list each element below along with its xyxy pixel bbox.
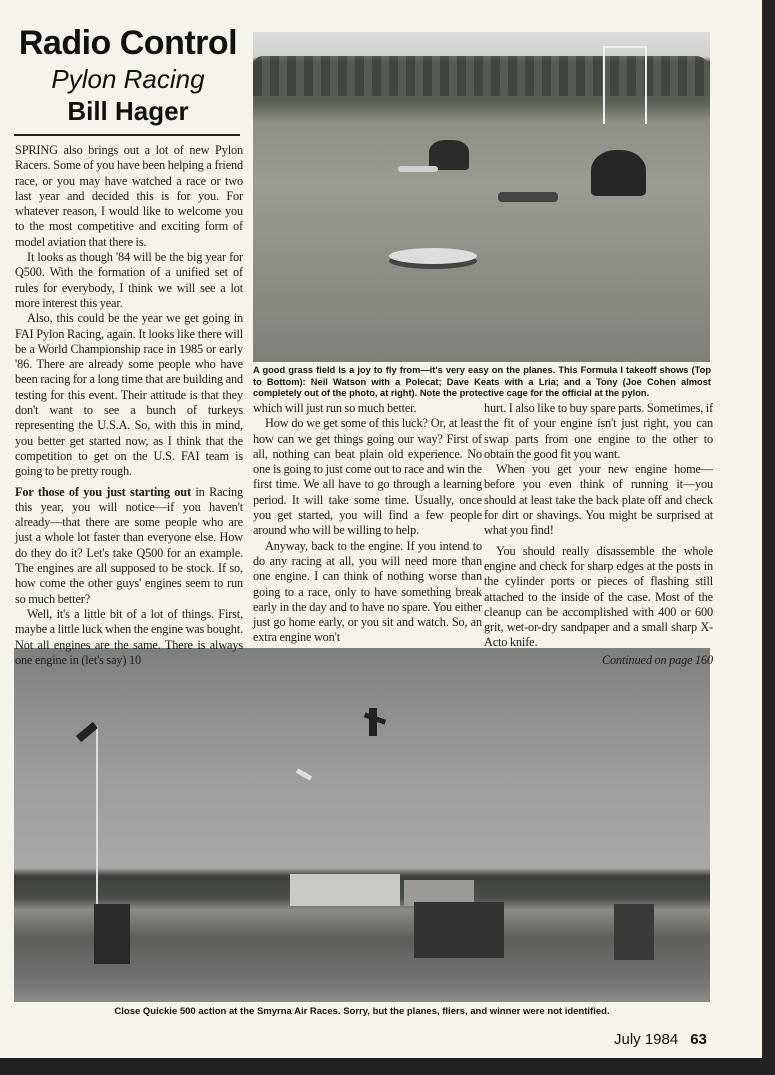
page-footer [614,1030,707,1050]
issue-date: July 1984 [614,1031,679,1048]
author-byline: Bill Hager [67,96,189,126]
section-lead-bold: For those of you just starting out [15,484,191,499]
paragraph: It looks as though '84 will be the big year for Q500. With the formation of a unified set of rules for everybody, I think we will see a lot more interest this year. [15,250,243,310]
section-lead-paragraph [15,485,243,607]
article-column-2 [253,401,482,646]
paragraph: Anyway, back to the engine. If you intend to do any racing at all, you will need more than one engine. I can think of nothing worse than going to a race, only to have something break early in the day and to have no spare. You either just go home early, or you sit and watch. So, an extra engine won't [253,538,482,645]
paragraph: Also, this could be the year we get going in FAI Pylon Racing, again. It looks like there will be a World Championship race in 1985 or early '86. There are already some people who have been racing for a long time that are building and testing for this event. Their attitude is that they don't want to see a bunch of turkeys representing the U.S.A. So, with this in mind, you better get started now, as I think that the competition to get on the U.S. FAI team is going to be pretty rough. [15,311,243,479]
article-column-3 [484,401,713,668]
article-column-1 [15,143,243,668]
paragraph: SPRING also brings out a lot of new Pylon Racers. Some of you have been helping a friend race, or you may have watched a race or two last year and decided this is for you. For whatever reason, I would like to welcome you to the most competitive and exciting form of model aviation that there is. [15,143,243,249]
section-lead-text: in Racing this year, you will notice—if you haven't already—that there are some people who are just a whole lot faster than everyone else. How do they do it? Let's take Q500 for an example. The engines are all supposed to be stock. If so, how come the other guys' engines seem to run so much better? [15,484,243,606]
photo-caption: Close Quickie 500 action at the Smyrna Air Races. Sorry, but the planes, fliers, and winner were not identified. [114,1006,610,1017]
photo-caption: A good grass field is a joy to fly from—it's very easy on the planes. This Formula I takeoff shows (Top to Bottom): Neil Watson with a Polecat; Dave Keats with a Lria; and a Tony (Joe Cohen almost completely out of the photo, at right). Note the protective cage for the official at the pylon. [253,365,711,398]
continued-note: Continued on page 160 [601,652,713,667]
photo-grass-field-takeoff [253,32,710,362]
column-subtitle: Pylon Racing [51,64,205,94]
paragraph: How do we get some of this luck? Or, at least how can we get things going our way? First of all, nothing can beat plain old experience. No one is going to just come out to race and win the first time. We all have to go through a learning period. It will take some time. Usually, once you get started, you will find a few people around who will be willing to help. [253,416,482,538]
column-title: Radio Control [18,24,238,62]
paragraph: You should really disassemble the whole engine and check for sharp edges at the posts in the cylinder ports or pieces of flashing still attached to the inside of the case. Most of the cleanup can be accomplished with 400 or 600 grit, wet-or-dry sandpaper and a small sharp X-Acto knife. [484,543,713,650]
header-rule [14,134,240,136]
paragraph: Well, it's a little bit of a lot of things. First, maybe a little luck when the engine was bought. Not all engines are the same. There is always one engine in (let's say) 10 [15,606,243,667]
page-number: 63 [690,1031,707,1048]
paragraph: When you get your new engine home—before you even think of running it—you should at least take the back plate off and check for dirt or shavings. You might be surprised at what you find! [484,462,713,538]
paragraph: hurt. I also like to buy spare parts. Sometimes, if the fit of your engine isn't just right, you can swap parts from one engine to the other to obtain the good fit you want. [484,401,713,461]
paragraph: which will just run so much better. [253,401,417,415]
photo-pylon-race-action [14,648,710,1002]
